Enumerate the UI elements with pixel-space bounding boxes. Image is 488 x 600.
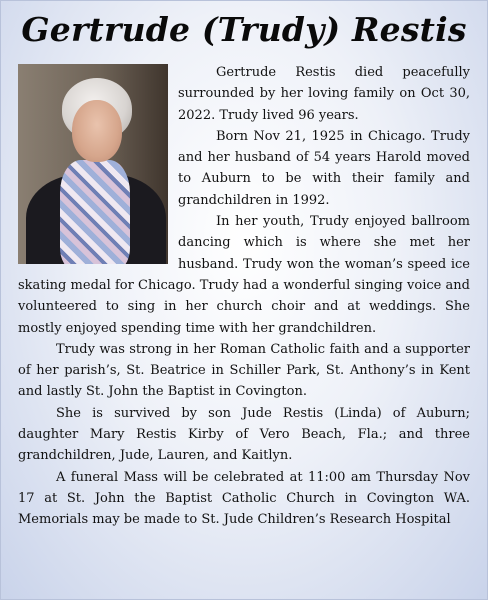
paragraph-death-notice: Gertrude Restis died peacefully surrounded by her loving family on Oct 30, 2022. Trudy lived 96 years.: [178, 65, 470, 123]
obituary-body: [18, 62, 470, 531]
paragraph-faith: Trudy was strong in her Roman Catholic faith and a supporter of her parish’s, St. Beatrice in Schiller Park, St. Anthony’s in Kent and lastly St. John the Baptist in Covington.: [18, 341, 470, 400]
obituary-title: Gertrude (Trudy) Restis: [21, 10, 467, 49]
paragraph-services: A funeral Mass will be celebrated at 11:00 am Thursday Nov 17 at St. John the Baptist Catholic Church in Covington WA. Memorials may be made to St. Jude Children’s Research Hospital: [18, 469, 470, 528]
paragraph-birth-and-move: Born Nov 21, 1925 in Chicago. Trudy and her husband of 54 years Harold moved to Auburn to be with their family and grandchildren in 1992.: [178, 128, 470, 208]
paragraph-survivors: She is survived by son Jude Restis (Linda) of Auburn; daughter Mary Restis Kirby of Vero Beach, Fla.; and three grandchildren, Jude, Lauren, and Kaitlyn.: [18, 405, 470, 464]
paragraph-youth: In her youth, Trudy enjoyed ballroom dancing which is where she met her husband. Trudy won the woman’s speed ice skating medal for Chicago. Trudy had a wonderful singing voice and volunteered to sing in her church choir and at weddings. She mostly enjoyed spending time with her grandchildren.: [18, 214, 470, 336]
photo-float-spacer: [18, 62, 178, 274]
